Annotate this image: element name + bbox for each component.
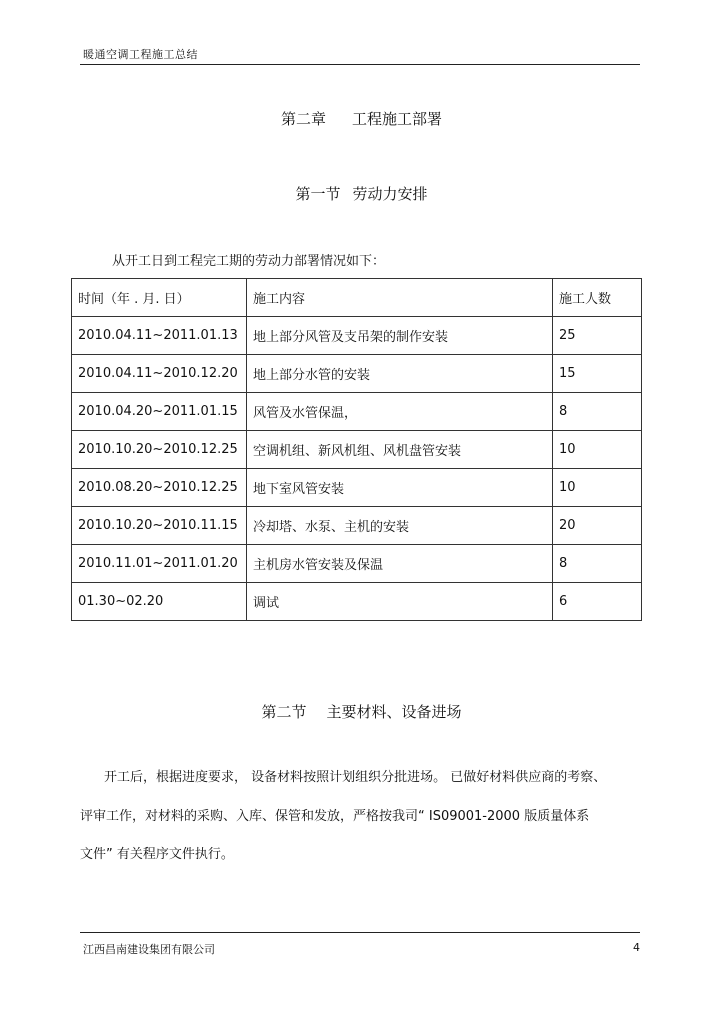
cell-content: 风管及水管保温， [247, 393, 553, 431]
section-number: 第一节 [295, 185, 341, 203]
section-number: 第二节 [261, 703, 307, 721]
cell-content: 地下室风管安装 [247, 469, 553, 507]
cell-time: 2010.04.11~2011.01.13 [72, 317, 247, 355]
cell-workers: 10 [553, 431, 642, 469]
cell-workers: 20 [553, 507, 642, 545]
cell-workers: 25 [553, 317, 642, 355]
running-header: 暖通空调工程施工总结 [83, 48, 198, 61]
cell-time: 2010.04.20~2011.01.15 [72, 393, 247, 431]
cell-workers: 15 [553, 355, 642, 393]
cell-workers: 8 [553, 545, 642, 583]
table-row [72, 317, 642, 355]
cell-content: 地上部分风管及支吊架的制作安装 [247, 317, 553, 355]
cell-content: 冷却塔、水泵、主机的安装 [247, 507, 553, 545]
column-header-time: 时间（年 . 月. 日） [72, 279, 247, 317]
cell-time: 2010.08.20~2010.12.25 [72, 469, 247, 507]
table-row [72, 355, 642, 393]
cell-content: 调试 [247, 583, 553, 621]
table-row [72, 393, 642, 431]
chapter-heading [0, 108, 723, 129]
labor-schedule-table [71, 278, 642, 621]
cell-time: 2010.04.11~2010.12.20 [72, 355, 247, 393]
table-row [72, 469, 642, 507]
section-title: 主要材料、设备进场 [326, 703, 462, 721]
cell-time: 01.30~02.20 [72, 583, 247, 621]
cell-time: 2010.11.01~2011.01.20 [72, 545, 247, 583]
cell-workers: 6 [553, 583, 642, 621]
cell-content: 主机房水管安装及保温 [247, 545, 553, 583]
cell-time: 2010.10.20~2010.11.15 [72, 507, 247, 545]
section-heading-2 [0, 701, 723, 722]
intro-text: 从开工日到工程完工期的劳动力部署情况如下： [112, 254, 386, 269]
column-header-content: 施工内容 [247, 279, 553, 317]
table-row [72, 545, 642, 583]
cell-content: 地上部分水管的安装 [247, 355, 553, 393]
column-header-workers: 施工人数 [553, 279, 642, 317]
section-heading-1 [0, 183, 723, 204]
cell-workers: 8 [553, 393, 642, 431]
cell-workers: 10 [553, 469, 642, 507]
footer-divider [80, 932, 640, 933]
chapter-title: 工程施工部署 [352, 110, 443, 128]
paragraph-line-1: 开工后，根据进度要求， 设备材料按照计划组织分批进场。 已做好材料供应商的考察、 [104, 770, 607, 785]
chapter-number: 第二章 [280, 110, 326, 128]
section-title: 劳动力安排 [352, 185, 428, 203]
paragraph-line-3: 文件” 有关程序文件执行。 [80, 847, 234, 862]
cell-time: 2010.10.20~2010.12.25 [72, 431, 247, 469]
table-row [72, 583, 642, 621]
header-divider [80, 64, 640, 65]
page-number: 4 [633, 941, 640, 954]
table-header-row [72, 279, 642, 317]
footer-company: 江西昌南建设集团有限公司 [83, 943, 215, 956]
table-row [72, 431, 642, 469]
cell-content: 空调机组、新风机组、风机盘管安装 [247, 431, 553, 469]
table-row [72, 507, 642, 545]
paragraph-line-2: 评审工作，对材料的采购、入库、保管和发放，严格按我司“ IS09001-2000 版质量体系 [80, 809, 590, 824]
